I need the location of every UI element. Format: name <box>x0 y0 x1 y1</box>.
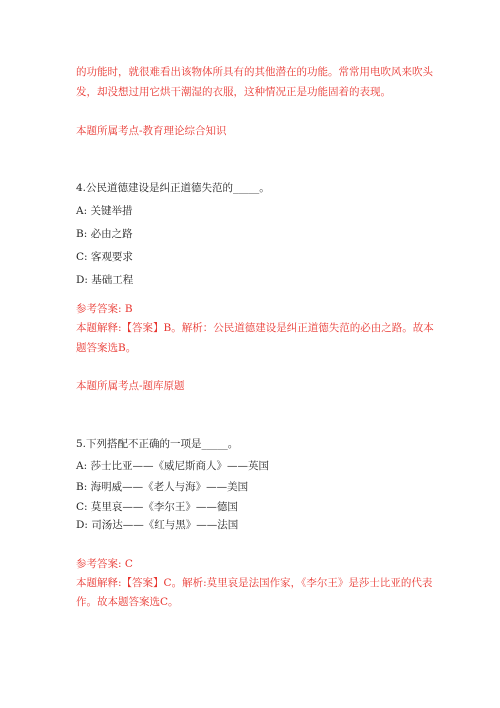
q4-answer: 参考答案: B <box>76 303 133 315</box>
q4-explanation-line-2: 题答案选B。 <box>76 342 137 354</box>
q5-explanation-line-1: 本题解释:【答案】C。解析:莫里哀是法国作家，《李尔王》是莎士比亚的代表 <box>76 577 433 589</box>
q3-explanation-line-1: 的功能时，就很难看出该物体所具有的其他潜在的功能。常常用电吹风来吹头 <box>76 66 433 78</box>
q5-option-b: B: 海明威——《老人与海》——美国 <box>76 481 249 493</box>
q4-topic: 本题所属考点-题库原题 <box>76 380 185 392</box>
q5-option-c: C: 莫里哀——《李尔王》——德国 <box>76 501 238 513</box>
q4-option-a: A: 关键举措 <box>76 205 133 217</box>
q5-explanation-line-2: 作。故本题答案选C。 <box>76 596 179 608</box>
q5-option-a: A: 莎士比亚——《威尼斯商人》——英国 <box>76 460 269 472</box>
q4-option-b: B: 必由之路 <box>76 228 133 240</box>
q4-stem: 4.公民道德建设是纠正道德失范的_____。 <box>76 182 270 194</box>
q5-stem: 5.下列搭配不正确的一项是_____。 <box>76 438 239 450</box>
q4-explanation-line-1: 本题解释:【答案】B。解析：公民道德建设是纠正道德失范的必由之路。故本 <box>76 322 434 334</box>
q5-answer: 参考答案: C <box>76 558 133 570</box>
q4-option-c: C: 客观要求 <box>76 251 133 263</box>
q5-option-d: D: 司汤达——《红与黑》——法国 <box>76 519 239 531</box>
q3-explanation-line-2: 发，却没想过用它烘干潮湿的衣服，这种情况正是功能固着的表现。 <box>76 86 391 98</box>
q3-topic: 本题所属考点-教育理论综合知识 <box>76 125 227 137</box>
q4-option-d: D: 基础工程 <box>76 274 134 286</box>
